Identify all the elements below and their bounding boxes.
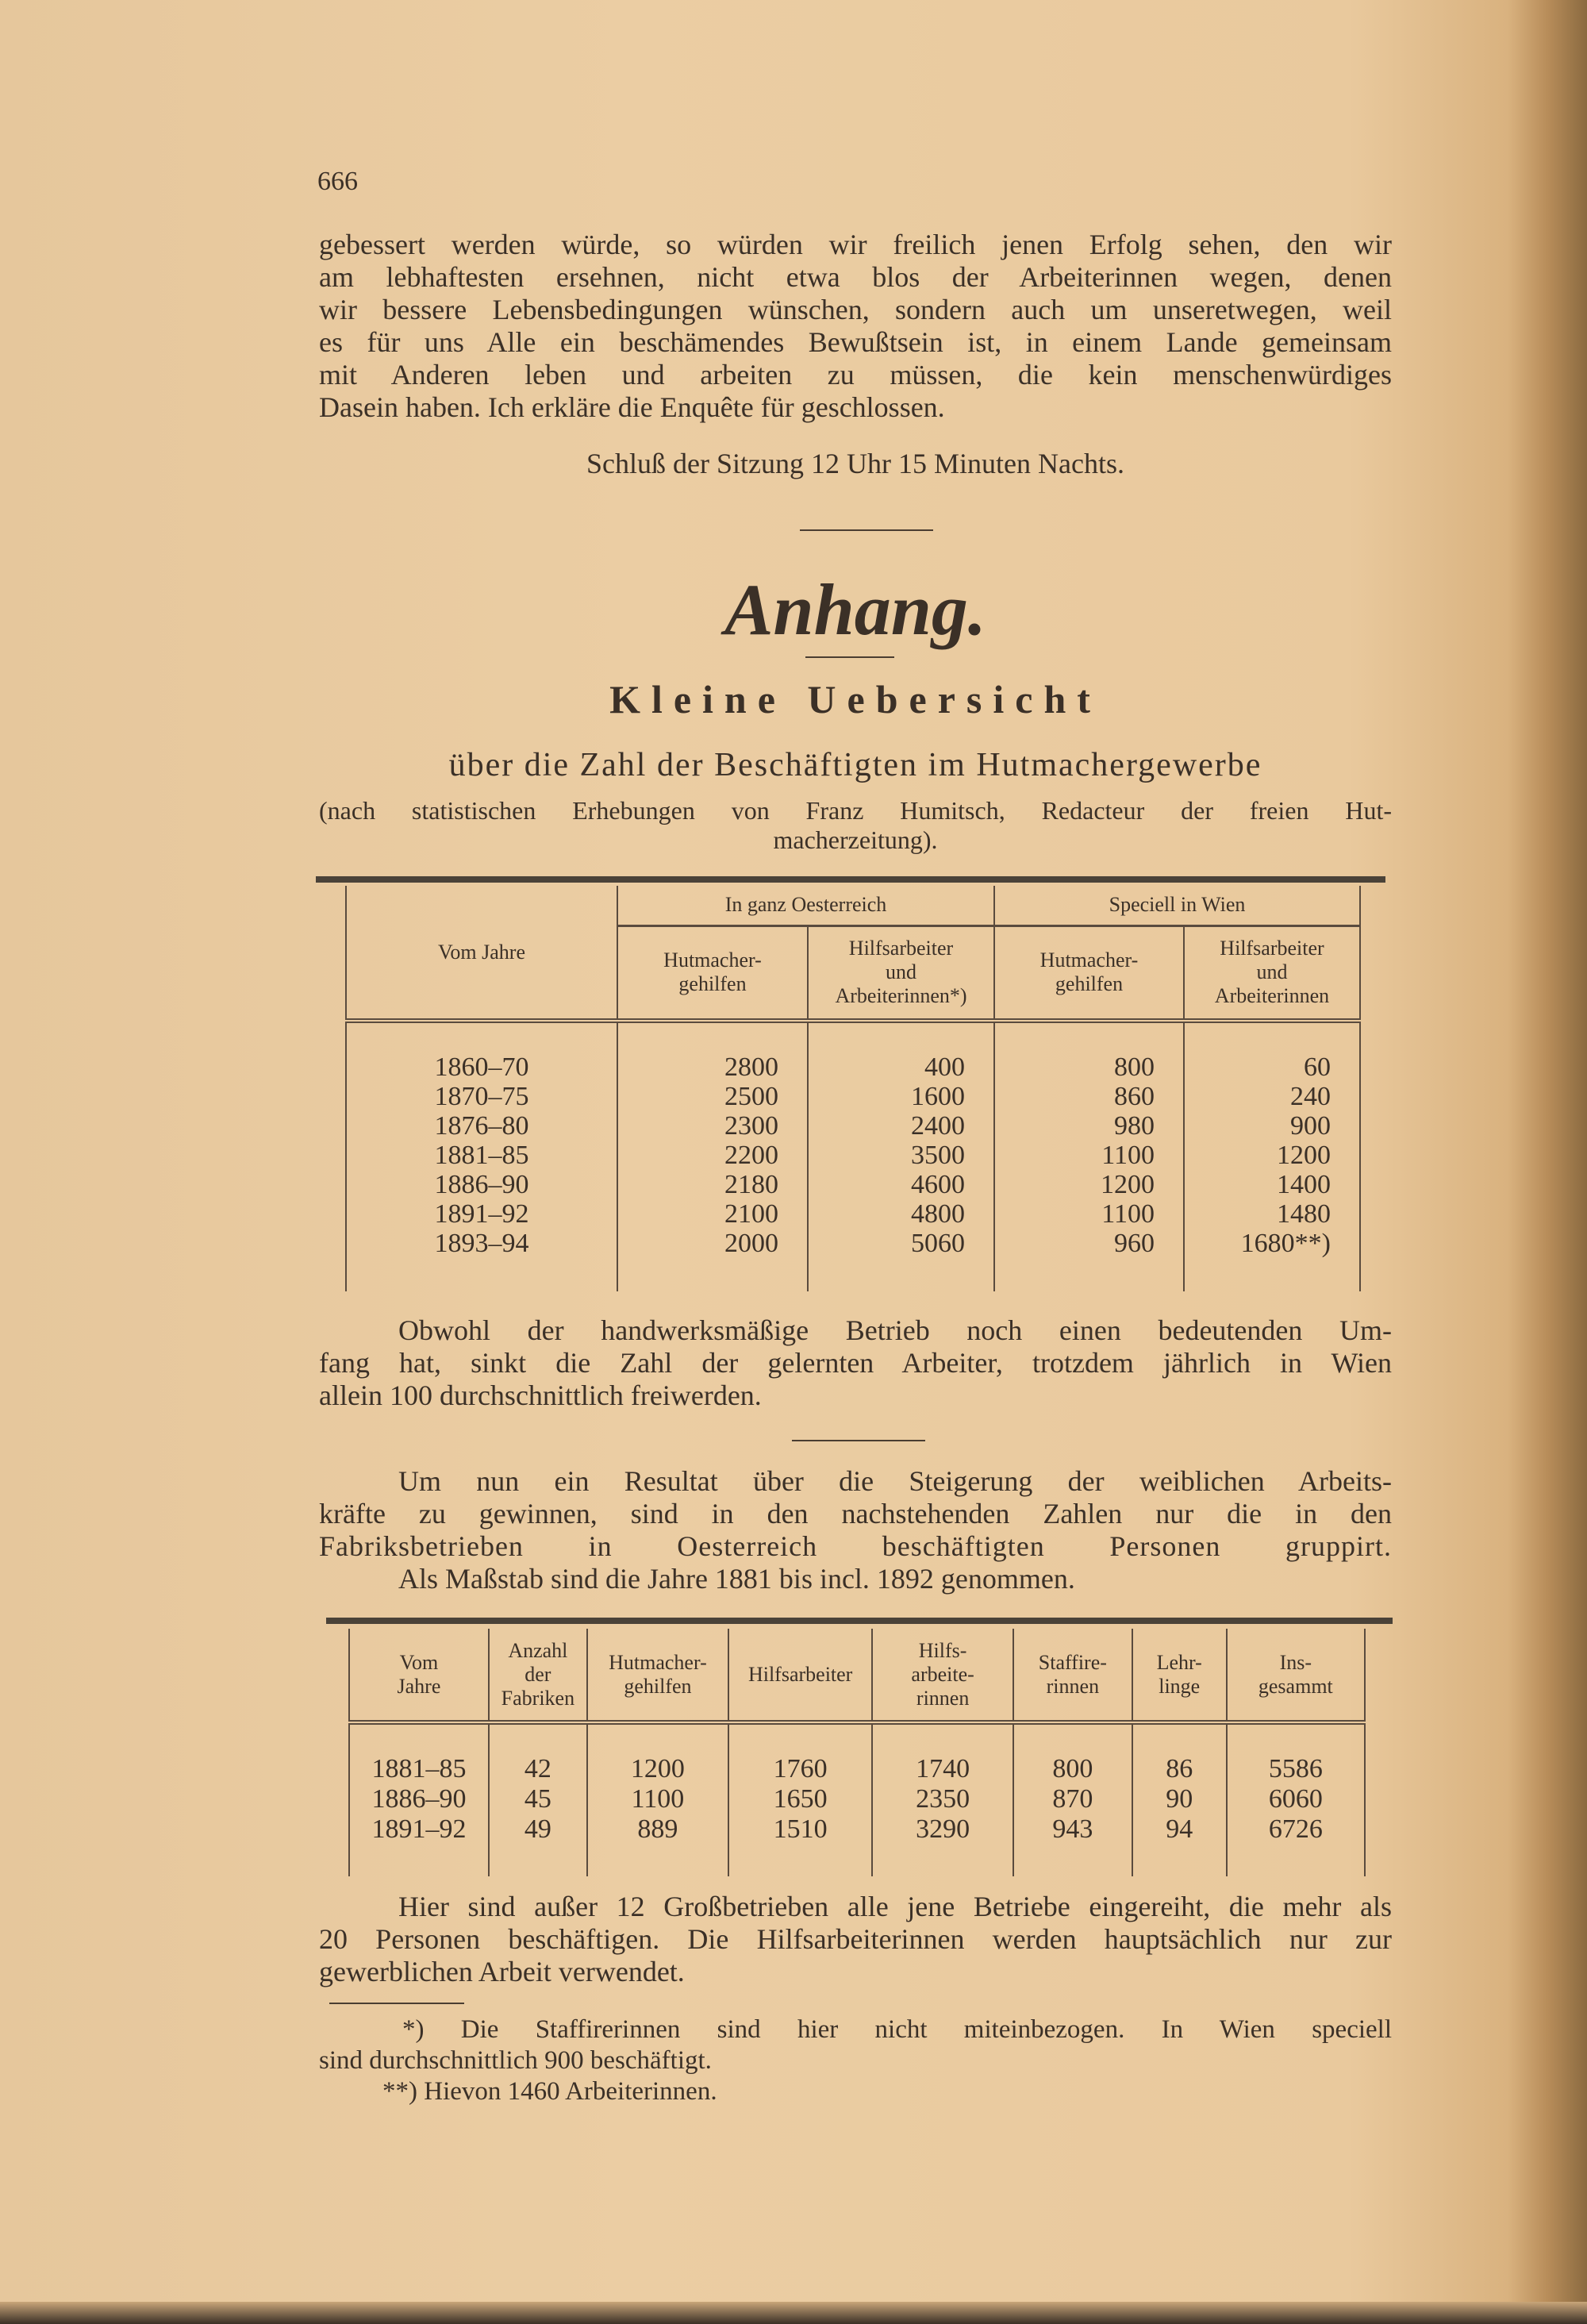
text-line: allein 100 durchschnittlich freiwerden. bbox=[319, 1379, 762, 1411]
table-row bbox=[346, 1199, 1360, 1229]
table-cell: 2350 bbox=[872, 1784, 1013, 1814]
table-cell: 1740 bbox=[872, 1754, 1013, 1784]
table-cell: 2300 bbox=[617, 1111, 808, 1141]
header-year: Vom Jahre bbox=[346, 886, 617, 1021]
text-line: wir bessere Lebensbedingungen wünschen, sondern auch um unseretwegen, weil bbox=[319, 294, 1392, 325]
table-cell: 800 bbox=[994, 1052, 1184, 1082]
column-header: Ins- gesammt bbox=[1227, 1629, 1365, 1722]
header-helpers-vienna: Hilfsarbeiter und Arbeiterinnen bbox=[1184, 925, 1360, 1021]
table-row bbox=[349, 1784, 1365, 1814]
table-cell: 6726 bbox=[1227, 1814, 1365, 1845]
overview-subtitle: über die Zahl der Beschäftigten im Hutmachergewerbe bbox=[448, 747, 1262, 783]
table-cell: 2800 bbox=[617, 1052, 808, 1082]
table-cell: 1480 bbox=[1184, 1199, 1360, 1229]
table-cell: 42 bbox=[489, 1754, 587, 1784]
table-cell: 1870–75 bbox=[346, 1082, 617, 1111]
paragraph-note bbox=[319, 1891, 1392, 1988]
text-line: Fabriksbetrieben in Oesterreich beschäftigten Personen gruppirt. bbox=[319, 1530, 1392, 1562]
table-top-rule bbox=[326, 1618, 1393, 1624]
table-cell: 60 bbox=[1184, 1052, 1360, 1082]
text-line: Als Maßstab sind die Jahre 1881 bis incl. 1892 genommen. bbox=[398, 1563, 1075, 1595]
table-cell: 1893–94 bbox=[346, 1229, 617, 1258]
table-cell: 400 bbox=[808, 1052, 994, 1082]
table-cell: 1891–92 bbox=[346, 1199, 617, 1229]
table-cell: 4800 bbox=[808, 1199, 994, 1229]
table-cell: 5586 bbox=[1227, 1754, 1365, 1784]
employment-overview-table bbox=[345, 886, 1361, 1291]
table-row bbox=[349, 1814, 1365, 1845]
appendix-title: Anhang. bbox=[724, 569, 986, 650]
table-cell: 870 bbox=[1013, 1784, 1132, 1814]
table-cell: 1891–92 bbox=[349, 1814, 489, 1845]
table-cell: 1100 bbox=[994, 1141, 1184, 1170]
table-cell: 1876–80 bbox=[346, 1111, 617, 1141]
table-cell: 900 bbox=[1184, 1111, 1360, 1141]
table-cell: 86 bbox=[1132, 1754, 1227, 1784]
table-cell: 3500 bbox=[808, 1141, 994, 1170]
table-cell: 1510 bbox=[728, 1814, 872, 1845]
table-cell: 860 bbox=[994, 1082, 1184, 1111]
header-journeymen-vienna: Hutmacher- gehilfen bbox=[994, 925, 1184, 1021]
table-cell: 2180 bbox=[617, 1170, 808, 1199]
page-number: 666 bbox=[317, 167, 358, 196]
table-cell: 49 bbox=[489, 1814, 587, 1845]
table-row bbox=[346, 1229, 1360, 1258]
overview-source bbox=[319, 795, 1392, 855]
table-cell: 5060 bbox=[808, 1229, 994, 1258]
section-divider bbox=[792, 1440, 925, 1441]
table-cell: 1100 bbox=[587, 1784, 728, 1814]
column-header: Staffire- rinnen bbox=[1013, 1629, 1132, 1722]
header-vienna: Speciell in Wien bbox=[994, 886, 1360, 925]
intro-paragraph bbox=[319, 229, 1392, 424]
table-cell: 1200 bbox=[994, 1170, 1184, 1199]
table-cell: 1860–70 bbox=[346, 1052, 617, 1082]
table-cell: 90 bbox=[1132, 1784, 1227, 1814]
header-journeymen-austria: Hutmacher- gehilfen bbox=[617, 925, 808, 1021]
header-helpers-austria: Hilfsarbeiter und Arbeiterinnen*) bbox=[808, 925, 994, 1021]
section-divider bbox=[800, 529, 933, 531]
table-cell: 3290 bbox=[872, 1814, 1013, 1845]
table-cell: 943 bbox=[1013, 1814, 1132, 1845]
table-cell: 1886–90 bbox=[346, 1170, 617, 1199]
table-cell: 6060 bbox=[1227, 1784, 1365, 1814]
paragraph-method bbox=[319, 1465, 1392, 1595]
table-cell: 889 bbox=[587, 1814, 728, 1845]
table-cell: 240 bbox=[1184, 1082, 1360, 1111]
column-header: Hilfs- arbeite- rinnen bbox=[872, 1629, 1013, 1722]
table-cell: 960 bbox=[994, 1229, 1184, 1258]
table-cell: 1886–90 bbox=[349, 1784, 489, 1814]
table-row bbox=[349, 1754, 1365, 1784]
text-line: gewerblichen Arbeit verwendet. bbox=[319, 1956, 685, 1987]
table-cell: 1400 bbox=[1184, 1170, 1360, 1199]
column-header: Vom Jahre bbox=[349, 1629, 489, 1722]
footnote-divider bbox=[329, 2003, 464, 2004]
title-divider bbox=[805, 656, 894, 658]
table-cell: 2000 bbox=[617, 1229, 808, 1258]
text-line: am lebhaftesten ersehnen, nicht etwa blos der Arbeiterinnen wegen, denen bbox=[319, 261, 1392, 293]
text-line: Um nun ein Resultat über die Steigerung der weiblichen Arbeits- bbox=[398, 1465, 1392, 1497]
table-cell: 45 bbox=[489, 1784, 587, 1814]
session-close-note: Schluß der Sitzung 12 Uhr 15 Minuten Nachts. bbox=[586, 448, 1124, 479]
table-row bbox=[346, 1082, 1360, 1111]
overview-title: Kleine Uebersicht bbox=[609, 677, 1101, 721]
table-cell: 2100 bbox=[617, 1199, 808, 1229]
table-cell: 1100 bbox=[994, 1199, 1184, 1229]
footnote-line: *) Die Staffirerinnen sind hier nicht miteinbezogen. In Wien speciell bbox=[402, 2015, 1392, 2044]
header-austria: In ganz Oesterreich bbox=[617, 886, 994, 925]
table-cell: 980 bbox=[994, 1111, 1184, 1141]
text-line: mit Anderen leben und arbeiten zu müssen, die kein menschenwürdiges bbox=[319, 359, 1392, 391]
text-line: kräfte zu gewinnen, sind in den nachstehenden Zahlen nur die in den bbox=[319, 1498, 1392, 1529]
table-row bbox=[346, 1111, 1360, 1141]
table-cell: 1200 bbox=[1184, 1141, 1360, 1170]
paragraph-craft bbox=[319, 1314, 1392, 1412]
column-header: Hilfsarbeiter bbox=[728, 1629, 872, 1722]
table-cell: 800 bbox=[1013, 1754, 1132, 1784]
table-row bbox=[346, 1170, 1360, 1199]
table-cell: 1881–85 bbox=[349, 1754, 489, 1784]
text-line: Hier sind außer 12 Großbetrieben alle jene Betriebe eingereiht, die mehr als bbox=[398, 1891, 1392, 1922]
table-cell: 1650 bbox=[728, 1784, 872, 1814]
table-cell: 2500 bbox=[617, 1082, 808, 1111]
table-cell: 1200 bbox=[587, 1754, 728, 1784]
table-row bbox=[346, 1141, 1360, 1170]
footnote-line: **) Hievon 1460 Arbeiterinnen. bbox=[382, 2077, 717, 2106]
table-cell: 1680**) bbox=[1184, 1229, 1360, 1258]
text-line: es für uns Alle ein beschämendes Bewußtsein ist, in einem Lande gemeinsam bbox=[319, 326, 1392, 358]
column-header: Hutmacher- gehilfen bbox=[587, 1629, 728, 1722]
text-line: Obwohl der handwerksmäßige Betrieb noch einen bedeutenden Um- bbox=[398, 1314, 1392, 1346]
table-cell: 1881–85 bbox=[346, 1141, 617, 1170]
text-line: Dasein haben. Ich erkläre die Enquête für geschlossen. bbox=[319, 391, 945, 423]
table-cell: 2200 bbox=[617, 1141, 808, 1170]
table-top-rule bbox=[316, 876, 1385, 883]
text-line: macherzeitung). bbox=[773, 825, 938, 854]
page-bottom-edge bbox=[0, 2302, 1587, 2324]
footnote-line: sind durchschnittlich 900 beschäftigt. bbox=[319, 2046, 712, 2075]
text-line: fang hat, sinkt die Zahl der gelernten Arbeiter, trotzdem jährlich in Wien bbox=[319, 1347, 1392, 1379]
table-cell: 2400 bbox=[808, 1111, 994, 1141]
table-cell: 94 bbox=[1132, 1814, 1227, 1845]
table-cell: 4600 bbox=[808, 1170, 994, 1199]
column-header: Anzahl der Fabriken bbox=[489, 1629, 587, 1722]
table-cell: 1600 bbox=[808, 1082, 994, 1111]
text-line: gebessert werden würde, so würden wir freilich jenen Erfolg sehen, den wir bbox=[319, 229, 1392, 260]
footnotes bbox=[319, 2014, 1392, 2107]
text-line: 20 Personen beschäftigen. Die Hilfsarbeiterinnen werden hauptsächlich nur zur bbox=[319, 1923, 1392, 1955]
column-header: Lehr- linge bbox=[1132, 1629, 1227, 1722]
text-line: (nach statistischen Erhebungen von Franz Humitsch, Redacteur der freien Hut- bbox=[319, 796, 1392, 825]
table-row bbox=[346, 1052, 1360, 1082]
table-cell: 1760 bbox=[728, 1754, 872, 1784]
factory-workers-table bbox=[348, 1629, 1366, 1876]
